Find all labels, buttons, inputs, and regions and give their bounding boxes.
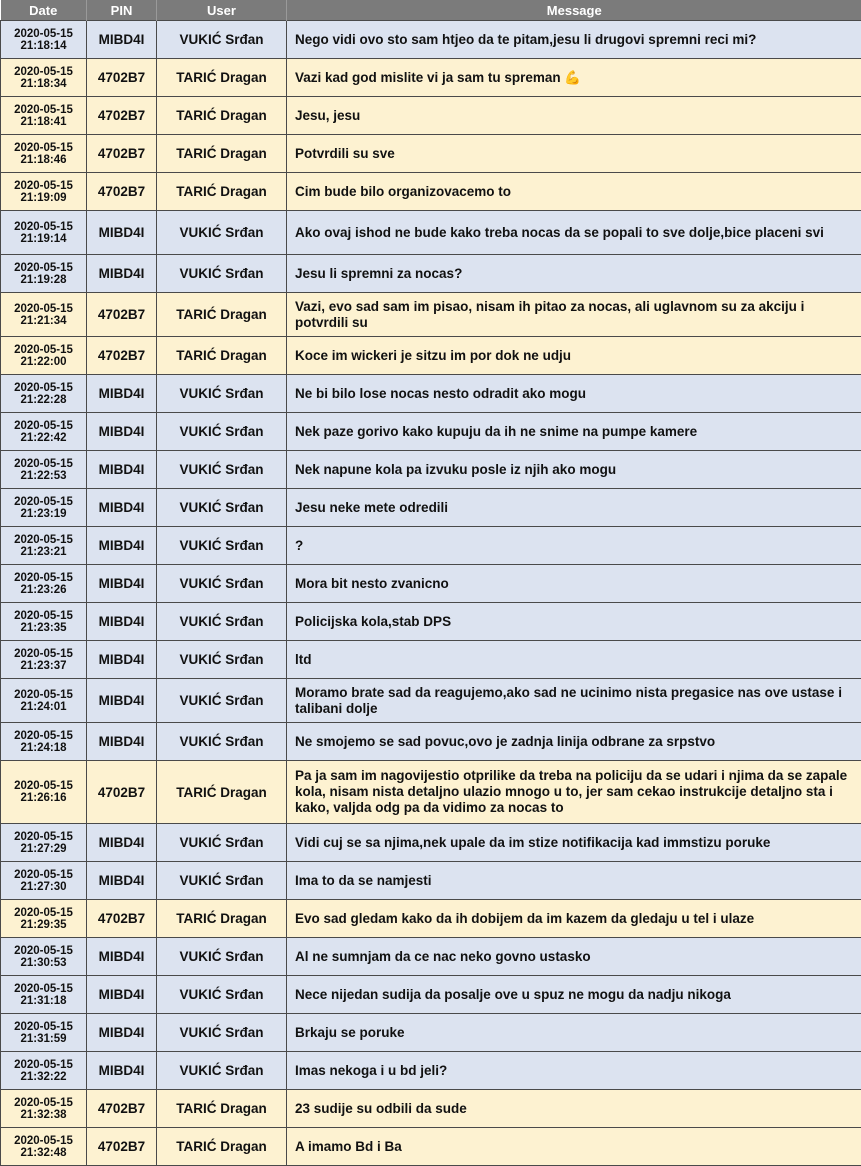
time-value: 21:21:34 (20, 315, 66, 327)
time-value: 21:23:21 (20, 546, 66, 558)
table-row (1, 1014, 861, 1052)
cell-user: VUKIĆ Srđan (157, 603, 287, 641)
cell-message: Ima to da se namjesti (287, 862, 861, 900)
date-value: 2020-05-15 (14, 1135, 73, 1147)
cell-pin: MIBD4I (87, 21, 157, 59)
header-message: Message (287, 0, 861, 21)
cell-message: Ne bi bilo lose nocas nesto odradit ako mogu (287, 375, 861, 413)
cell-date (1, 862, 87, 900)
cell-pin: MIBD4I (87, 1052, 157, 1090)
cell-date (1, 21, 87, 59)
table-row (1, 413, 861, 451)
time-value: 21:22:00 (20, 356, 66, 368)
time-value: 21:18:14 (20, 40, 66, 52)
cell-date (1, 1128, 87, 1166)
cell-user: VUKIĆ Srđan (157, 723, 287, 761)
table-row (1, 761, 861, 824)
cell-user: VUKIĆ Srđan (157, 976, 287, 1014)
cell-pin: 4702B7 (87, 59, 157, 97)
cell-user: TARIĆ Dragan (157, 900, 287, 938)
cell-date (1, 565, 87, 603)
cell-user: VUKIĆ Srđan (157, 938, 287, 976)
cell-message: Ne smojemo se sad povuc,ovo je zadnja linija odbrane za srpstvo (287, 723, 861, 761)
cell-pin: 4702B7 (87, 173, 157, 211)
time-value: 21:32:48 (20, 1147, 66, 1159)
cell-pin: MIBD4I (87, 824, 157, 862)
date-value: 2020-05-15 (14, 869, 73, 881)
cell-date (1, 375, 87, 413)
time-value: 21:19:28 (20, 274, 66, 286)
cell-message: Evo sad gledam kako da ih dobijem da im kazem da gledaju u tel i ulaze (287, 900, 861, 938)
cell-date (1, 293, 87, 337)
cell-message: Brkaju se poruke (287, 1014, 861, 1052)
cell-message: Cim bude bilo organizovacemo to (287, 173, 861, 211)
time-value: 21:30:53 (20, 957, 66, 969)
time-value: 21:18:34 (20, 78, 66, 90)
time-value: 21:23:19 (20, 508, 66, 520)
cell-message: Moramo brate sad da reagujemo,ako sad ne ucinimo nista pregasice nas ove ustase i talibani dolje (287, 679, 861, 723)
table-row (1, 135, 861, 173)
cell-date (1, 761, 87, 824)
table-row (1, 59, 861, 97)
date-value: 2020-05-15 (14, 180, 73, 192)
cell-pin: MIBD4I (87, 603, 157, 641)
date-value: 2020-05-15 (14, 458, 73, 470)
table-row (1, 97, 861, 135)
table-row (1, 679, 861, 723)
cell-user: VUKIĆ Srđan (157, 211, 287, 255)
cell-date (1, 173, 87, 211)
cell-message: Pa ja sam im nagovijestio otprilike da treba na policiju da se udari i njima da se zapale kola, nisam nista detaljno ulazio mnogo u to, jer sam cekao instrukcije detaljno sta i kako, valjda odg pa da vidimo za nocas to (287, 761, 861, 824)
cell-user: VUKIĆ Srđan (157, 565, 287, 603)
date-value: 2020-05-15 (14, 983, 73, 995)
time-value: 21:29:35 (20, 919, 66, 931)
time-value: 21:27:30 (20, 881, 66, 893)
cell-pin: 4702B7 (87, 1090, 157, 1128)
cell-pin: MIBD4I (87, 641, 157, 679)
cell-date (1, 723, 87, 761)
cell-date (1, 527, 87, 565)
cell-date (1, 211, 87, 255)
time-value: 21:18:46 (20, 154, 66, 166)
table-row (1, 375, 861, 413)
time-value: 21:18:41 (20, 116, 66, 128)
cell-date (1, 97, 87, 135)
cell-user: VUKIĆ Srđan (157, 451, 287, 489)
cell-user: TARIĆ Dragan (157, 1128, 287, 1166)
date-value: 2020-05-15 (14, 496, 73, 508)
time-value: 21:22:42 (20, 432, 66, 444)
cell-user: VUKIĆ Srđan (157, 641, 287, 679)
cell-date (1, 938, 87, 976)
time-value: 21:22:28 (20, 394, 66, 406)
date-value: 2020-05-15 (14, 1021, 73, 1033)
table-row (1, 1128, 861, 1166)
header-user: User (157, 0, 287, 21)
cell-date (1, 1052, 87, 1090)
cell-user: VUKIĆ Srđan (157, 679, 287, 723)
cell-pin: 4702B7 (87, 900, 157, 938)
cell-message: Jesu neke mete odredili (287, 489, 861, 527)
cell-message: Vidi cuj se sa njima,nek upale da im stize notifikacija kad immstizu poruke (287, 824, 861, 862)
header-pin: PIN (87, 0, 157, 21)
cell-date (1, 641, 87, 679)
cell-message: Nego vidi ovo sto sam htjeo da te pitam,jesu li drugovi spremni reci mi? (287, 21, 861, 59)
time-value: 21:31:18 (20, 995, 66, 1007)
time-value: 21:23:35 (20, 622, 66, 634)
table-row (1, 938, 861, 976)
date-value: 2020-05-15 (14, 1097, 73, 1109)
cell-message: Potvrdili su sve (287, 135, 861, 173)
date-value: 2020-05-15 (14, 382, 73, 394)
cell-pin: MIBD4I (87, 976, 157, 1014)
cell-date (1, 413, 87, 451)
cell-message: Jesu, jesu (287, 97, 861, 135)
date-value: 2020-05-15 (14, 945, 73, 957)
table-row (1, 211, 861, 255)
cell-date (1, 679, 87, 723)
cell-pin: MIBD4I (87, 862, 157, 900)
time-value: 21:26:16 (20, 792, 66, 804)
date-value: 2020-05-15 (14, 907, 73, 919)
cell-user: VUKIĆ Srđan (157, 1014, 287, 1052)
table-row (1, 976, 861, 1014)
cell-pin: 4702B7 (87, 97, 157, 135)
cell-message: Koce im wickeri je sitzu im por dok ne udju (287, 337, 861, 375)
table-row (1, 1052, 861, 1090)
time-value: 21:32:22 (20, 1071, 66, 1083)
cell-pin: MIBD4I (87, 1014, 157, 1052)
table-row (1, 862, 861, 900)
time-value: 21:23:26 (20, 584, 66, 596)
table-row (1, 565, 861, 603)
cell-date (1, 976, 87, 1014)
cell-message: Mora bit nesto zvanicno (287, 565, 861, 603)
cell-user: TARIĆ Dragan (157, 97, 287, 135)
cell-user: VUKIĆ Srđan (157, 824, 287, 862)
date-value: 2020-05-15 (14, 610, 73, 622)
cell-user: VUKIĆ Srđan (157, 527, 287, 565)
cell-user: VUKIĆ Srđan (157, 1052, 287, 1090)
cell-date (1, 135, 87, 173)
cell-pin: MIBD4I (87, 938, 157, 976)
cell-message: ? (287, 527, 861, 565)
cell-date (1, 255, 87, 293)
cell-pin: MIBD4I (87, 413, 157, 451)
time-value: 21:19:09 (20, 192, 66, 204)
date-value: 2020-05-15 (14, 831, 73, 843)
cell-date (1, 337, 87, 375)
cell-user: TARIĆ Dragan (157, 173, 287, 211)
table-row (1, 293, 861, 337)
header-date: Date (1, 0, 87, 21)
cell-pin: MIBD4I (87, 375, 157, 413)
table-row (1, 641, 861, 679)
cell-pin: MIBD4I (87, 489, 157, 527)
date-value: 2020-05-15 (14, 104, 73, 116)
cell-user: TARIĆ Dragan (157, 761, 287, 824)
date-value: 2020-05-15 (14, 66, 73, 78)
table-row (1, 255, 861, 293)
cell-pin: MIBD4I (87, 527, 157, 565)
table-row (1, 900, 861, 938)
table-row (1, 603, 861, 641)
cell-pin: MIBD4I (87, 451, 157, 489)
date-value: 2020-05-15 (14, 221, 73, 233)
date-value: 2020-05-15 (14, 420, 73, 432)
cell-user: TARIĆ Dragan (157, 59, 287, 97)
cell-message: Nek paze gorivo kako kupuju da ih ne snime na pumpe kamere (287, 413, 861, 451)
header-row (1, 0, 861, 21)
cell-message: A imamo Bd i Ba (287, 1128, 861, 1166)
cell-date (1, 451, 87, 489)
cell-date (1, 1014, 87, 1052)
cell-user: VUKIĆ Srđan (157, 489, 287, 527)
cell-pin: MIBD4I (87, 211, 157, 255)
date-value: 2020-05-15 (14, 730, 73, 742)
time-value: 21:22:53 (20, 470, 66, 482)
cell-message: Ako ovaj ishod ne bude kako treba nocas da se popali to sve dolje,bice placeni svi (287, 211, 861, 255)
cell-user: VUKIĆ Srđan (157, 862, 287, 900)
date-value: 2020-05-15 (14, 648, 73, 660)
table-row (1, 527, 861, 565)
table-row (1, 1090, 861, 1128)
cell-message: Vazi kad god mislite vi ja sam tu spreman 💪 (287, 59, 861, 97)
cell-message: Imas nekoga i u bd jeli? (287, 1052, 861, 1090)
table-row (1, 21, 861, 59)
cell-message: Vazi, evo sad sam im pisao, nisam ih pitao za nocas, ali uglavnom su za akciju i potvrdili su (287, 293, 861, 337)
cell-date (1, 489, 87, 527)
time-value: 21:23:37 (20, 660, 66, 672)
date-value: 2020-05-15 (14, 28, 73, 40)
cell-message: 23 sudije su odbili da sude (287, 1090, 861, 1128)
cell-pin: 4702B7 (87, 293, 157, 337)
date-value: 2020-05-15 (14, 572, 73, 584)
date-value: 2020-05-15 (14, 262, 73, 274)
cell-date (1, 900, 87, 938)
cell-pin: MIBD4I (87, 255, 157, 293)
cell-pin: MIBD4I (87, 565, 157, 603)
cell-user: VUKIĆ Srđan (157, 413, 287, 451)
cell-user: VUKIĆ Srđan (157, 255, 287, 293)
cell-date (1, 59, 87, 97)
time-value: 21:31:59 (20, 1033, 66, 1045)
cell-message: Nek napune kola pa izvuku posle iz njih ako mogu (287, 451, 861, 489)
cell-user: TARIĆ Dragan (157, 293, 287, 337)
cell-message: Jesu li spremni za nocas? (287, 255, 861, 293)
date-value: 2020-05-15 (14, 689, 73, 701)
cell-user: VUKIĆ Srđan (157, 21, 287, 59)
table-row (1, 489, 861, 527)
time-value: 21:32:38 (20, 1109, 66, 1121)
date-value: 2020-05-15 (14, 344, 73, 356)
cell-date (1, 824, 87, 862)
cell-message: Nece nijedan sudija da posalje ove u spuz ne mogu da nadju nikoga (287, 976, 861, 1014)
table-row (1, 723, 861, 761)
date-value: 2020-05-15 (14, 780, 73, 792)
cell-pin: MIBD4I (87, 679, 157, 723)
cell-pin: 4702B7 (87, 761, 157, 824)
cell-message: Policijska kola,stab DPS (287, 603, 861, 641)
table-row (1, 337, 861, 375)
date-value: 2020-05-15 (14, 534, 73, 546)
date-value: 2020-05-15 (14, 142, 73, 154)
cell-pin: MIBD4I (87, 723, 157, 761)
cell-user: TARIĆ Dragan (157, 337, 287, 375)
date-value: 2020-05-15 (14, 1059, 73, 1071)
table-body (1, 21, 861, 1166)
cell-pin: 4702B7 (87, 337, 157, 375)
cell-message: Al ne sumnjam da ce nac neko govno ustasko (287, 938, 861, 976)
date-value: 2020-05-15 (14, 303, 73, 315)
cell-date (1, 1090, 87, 1128)
cell-pin: 4702B7 (87, 1128, 157, 1166)
cell-date (1, 603, 87, 641)
cell-message: ltd (287, 641, 861, 679)
table-row (1, 173, 861, 211)
table-row (1, 451, 861, 489)
table-row (1, 824, 861, 862)
cell-user: TARIĆ Dragan (157, 1090, 287, 1128)
time-value: 21:19:14 (20, 233, 66, 245)
cell-pin: 4702B7 (87, 135, 157, 173)
cell-user: VUKIĆ Srđan (157, 375, 287, 413)
cell-user: TARIĆ Dragan (157, 135, 287, 173)
time-value: 21:27:29 (20, 843, 66, 855)
table-header (1, 0, 861, 21)
time-value: 21:24:01 (20, 701, 66, 713)
time-value: 21:24:18 (20, 742, 66, 754)
